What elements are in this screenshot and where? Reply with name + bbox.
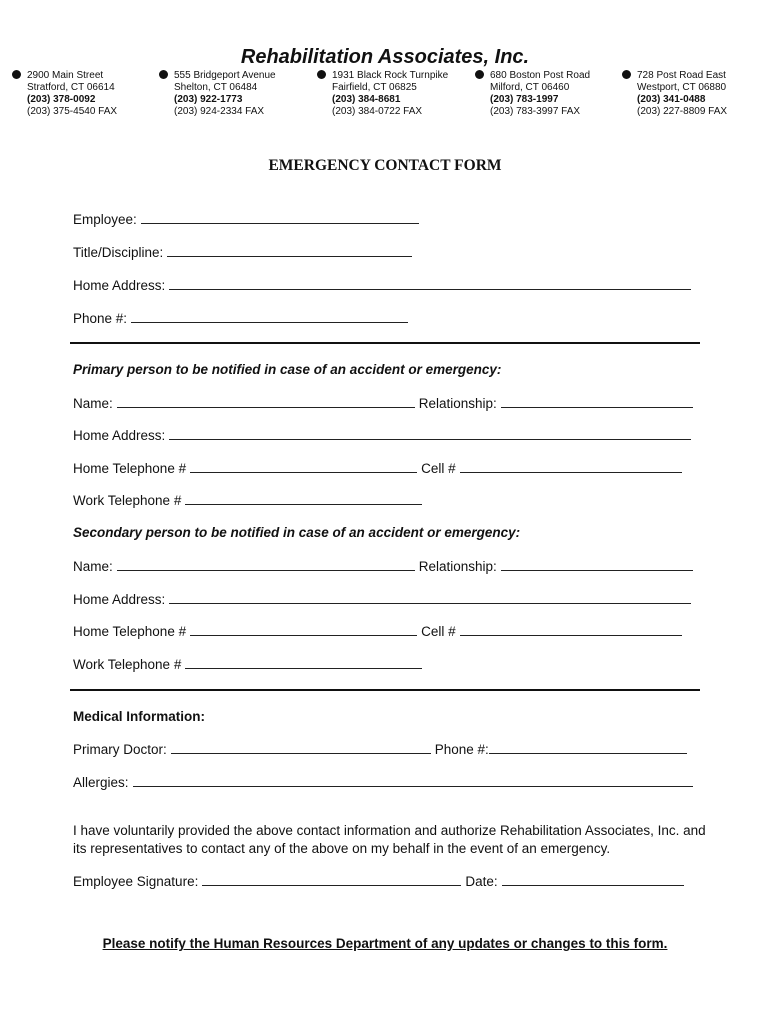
bullet-icon [12, 70, 21, 79]
title-label: Title/Discipline: [73, 245, 164, 260]
authorization-statement: I have voluntarily provided the above contact information and authorize Rehabilitation Associates, Inc. and its representatives to contact any of the above on my behalf in the event of an emergency. [73, 823, 706, 856]
office-address-fairfield [332, 70, 448, 118]
bullet-icon [622, 70, 631, 79]
secondary-address-row [73, 591, 691, 607]
primary-home-tel-label: Home Telephone # [73, 461, 187, 476]
secondary-address-label: Home Address: [73, 592, 166, 607]
office-fax: (203) 227-8809 FAX [637, 106, 728, 117]
allergies-label: Allergies: [73, 775, 129, 790]
secondary-phone-row [73, 623, 682, 639]
office-phone: (203) 341-0488 [637, 94, 706, 105]
signature-label: Employee Signature: [73, 874, 199, 889]
primary-address-field[interactable] [169, 427, 691, 440]
primary-name-field[interactable] [117, 395, 415, 408]
secondary-name-row [73, 558, 693, 574]
primary-cell-label: Cell # [421, 461, 456, 476]
secondary-cell-label: Cell # [421, 624, 456, 639]
office-street: 2900 Main Street [27, 70, 104, 81]
footer-note: Please notify the Human Resources Department of any updates or changes to this form. [102, 936, 668, 951]
office-address-shelton [174, 70, 276, 118]
secondary-cell-field[interactable] [460, 623, 682, 636]
office-address-westport [637, 70, 727, 118]
primary-contact-heading: Primary person to be notified in case of an accident or emergency: [73, 362, 502, 377]
primary-name-label: Name: [73, 396, 113, 411]
office-street: 680 Boston Post Road [490, 70, 591, 81]
employee-field[interactable] [141, 211, 419, 224]
company-name: Rehabilitation Associates, Inc. [240, 46, 530, 68]
primary-address-label: Home Address: [73, 428, 166, 443]
doctor-phone-field[interactable] [489, 741, 687, 754]
primary-relationship-field[interactable] [501, 395, 693, 408]
home-address-row [73, 277, 691, 293]
primary-name-row [73, 395, 693, 411]
office-address-stratford [27, 70, 117, 118]
office-city: Westport, CT 06880 [637, 82, 727, 93]
home-address-label: Home Address: [73, 278, 166, 293]
primary-work-tel-label: Work Telephone # [73, 493, 182, 508]
primary-address-row [73, 427, 691, 443]
bullet-icon [159, 70, 168, 79]
office-city: Shelton, CT 06484 [174, 82, 258, 93]
office-city: Stratford, CT 06614 [27, 82, 115, 93]
phone-field[interactable] [131, 310, 408, 323]
office-phone: (203) 783-1997 [490, 94, 559, 105]
doctor-label: Primary Doctor: [73, 742, 167, 757]
secondary-home-tel-label: Home Telephone # [73, 624, 187, 639]
office-street: 1931 Black Rock Turnpike [332, 70, 449, 81]
bullet-icon [475, 70, 484, 79]
primary-work-tel-field[interactable] [185, 492, 422, 505]
office-phone: (203) 378-0092 [27, 94, 96, 105]
office-fax: (203) 783-3997 FAX [490, 106, 581, 117]
primary-work-row [73, 492, 422, 508]
allergies-row [73, 774, 693, 790]
employee-label: Employee: [73, 212, 137, 227]
section-divider [70, 342, 700, 344]
home-address-field[interactable] [169, 277, 691, 290]
secondary-home-tel-field[interactable] [190, 623, 417, 636]
office-phone: (203) 922-1773 [174, 94, 243, 105]
doctor-field[interactable] [171, 741, 431, 754]
secondary-work-tel-field[interactable] [185, 656, 422, 669]
secondary-work-tel-label: Work Telephone # [73, 657, 182, 672]
secondary-contact-heading: Secondary person to be notified in case of an accident or emergency: [73, 525, 521, 540]
doctor-row [73, 741, 687, 757]
title-field[interactable] [167, 244, 412, 257]
secondary-address-field[interactable] [169, 591, 691, 604]
secondary-relationship-label: Relationship: [418, 559, 497, 574]
phone-label: Phone #: [73, 311, 128, 326]
office-fax: (203) 924-2334 FAX [174, 106, 265, 117]
primary-cell-field[interactable] [460, 460, 682, 473]
office-phone: (203) 384-8681 [332, 94, 401, 105]
secondary-work-row [73, 656, 422, 672]
allergies-field[interactable] [133, 774, 693, 787]
primary-phone-row [73, 460, 682, 476]
medical-heading: Medical Information: [73, 709, 206, 724]
primary-home-tel-field[interactable] [190, 460, 417, 473]
employee-row [73, 211, 419, 227]
office-address-milford [490, 70, 590, 118]
signature-row [73, 873, 684, 889]
section-divider [70, 689, 700, 691]
form-title: EMERGENCY CONTACT FORM [268, 157, 502, 174]
title-row [73, 244, 412, 260]
signature-field[interactable] [202, 873, 461, 886]
office-city: Milford, CT 06460 [490, 82, 570, 93]
primary-relationship-label: Relationship: [418, 396, 497, 411]
doctor-phone-label: Phone #: [434, 742, 489, 757]
secondary-name-label: Name: [73, 559, 113, 574]
office-street: 555 Bridgeport Avenue [174, 70, 276, 81]
phone-row [73, 310, 408, 326]
date-field[interactable] [502, 873, 684, 886]
office-fax: (203) 375-4540 FAX [27, 106, 118, 117]
secondary-relationship-field[interactable] [501, 558, 693, 571]
office-fax: (203) 384-0722 FAX [332, 106, 423, 117]
bullet-icon [317, 70, 326, 79]
office-city: Fairfield, CT 06825 [332, 82, 417, 93]
secondary-name-field[interactable] [117, 558, 415, 571]
office-street: 728 Post Road East [637, 70, 726, 81]
date-label: Date: [465, 874, 498, 889]
